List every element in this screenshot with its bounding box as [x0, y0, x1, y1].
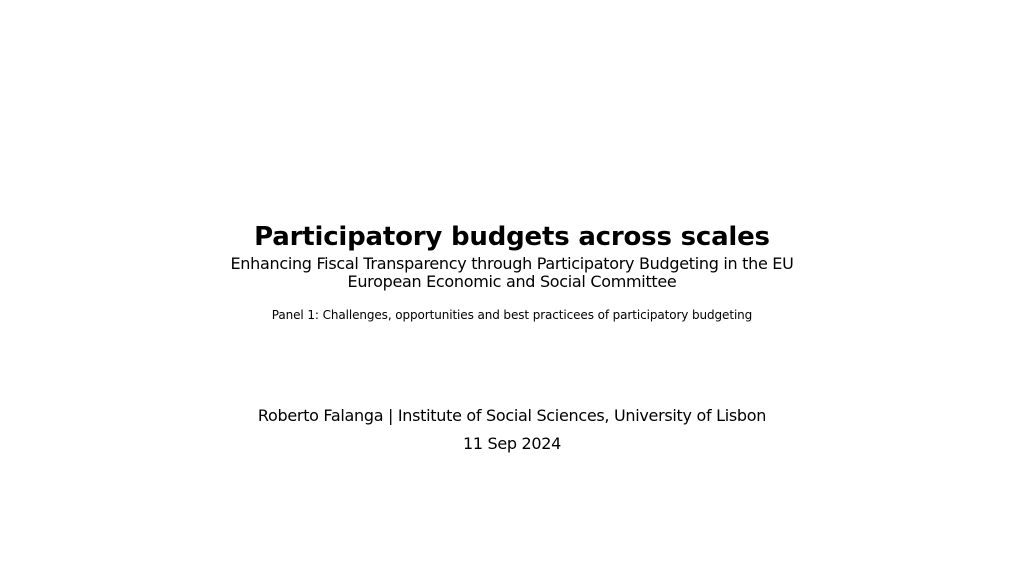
slide-subtitle-line1: Enhancing Fiscal Transparency through Participatory Budgeting in the EU [230, 254, 794, 273]
title-block [0, 219, 1024, 323]
author-affiliation: Roberto Falanga | Institute of Social Sciences, University of Lisbon [257, 406, 767, 425]
slide-title: Participatory budgets across scales [254, 222, 770, 252]
panel-description: Panel 1: Challenges, opportunities and best practicees of participatory budgeting [271, 308, 753, 322]
slide-subtitle-line2: European Economic and Social Committee [347, 272, 677, 291]
presentation-date: 11 Sep 2024 [462, 434, 562, 453]
author-block [0, 402, 1024, 458]
